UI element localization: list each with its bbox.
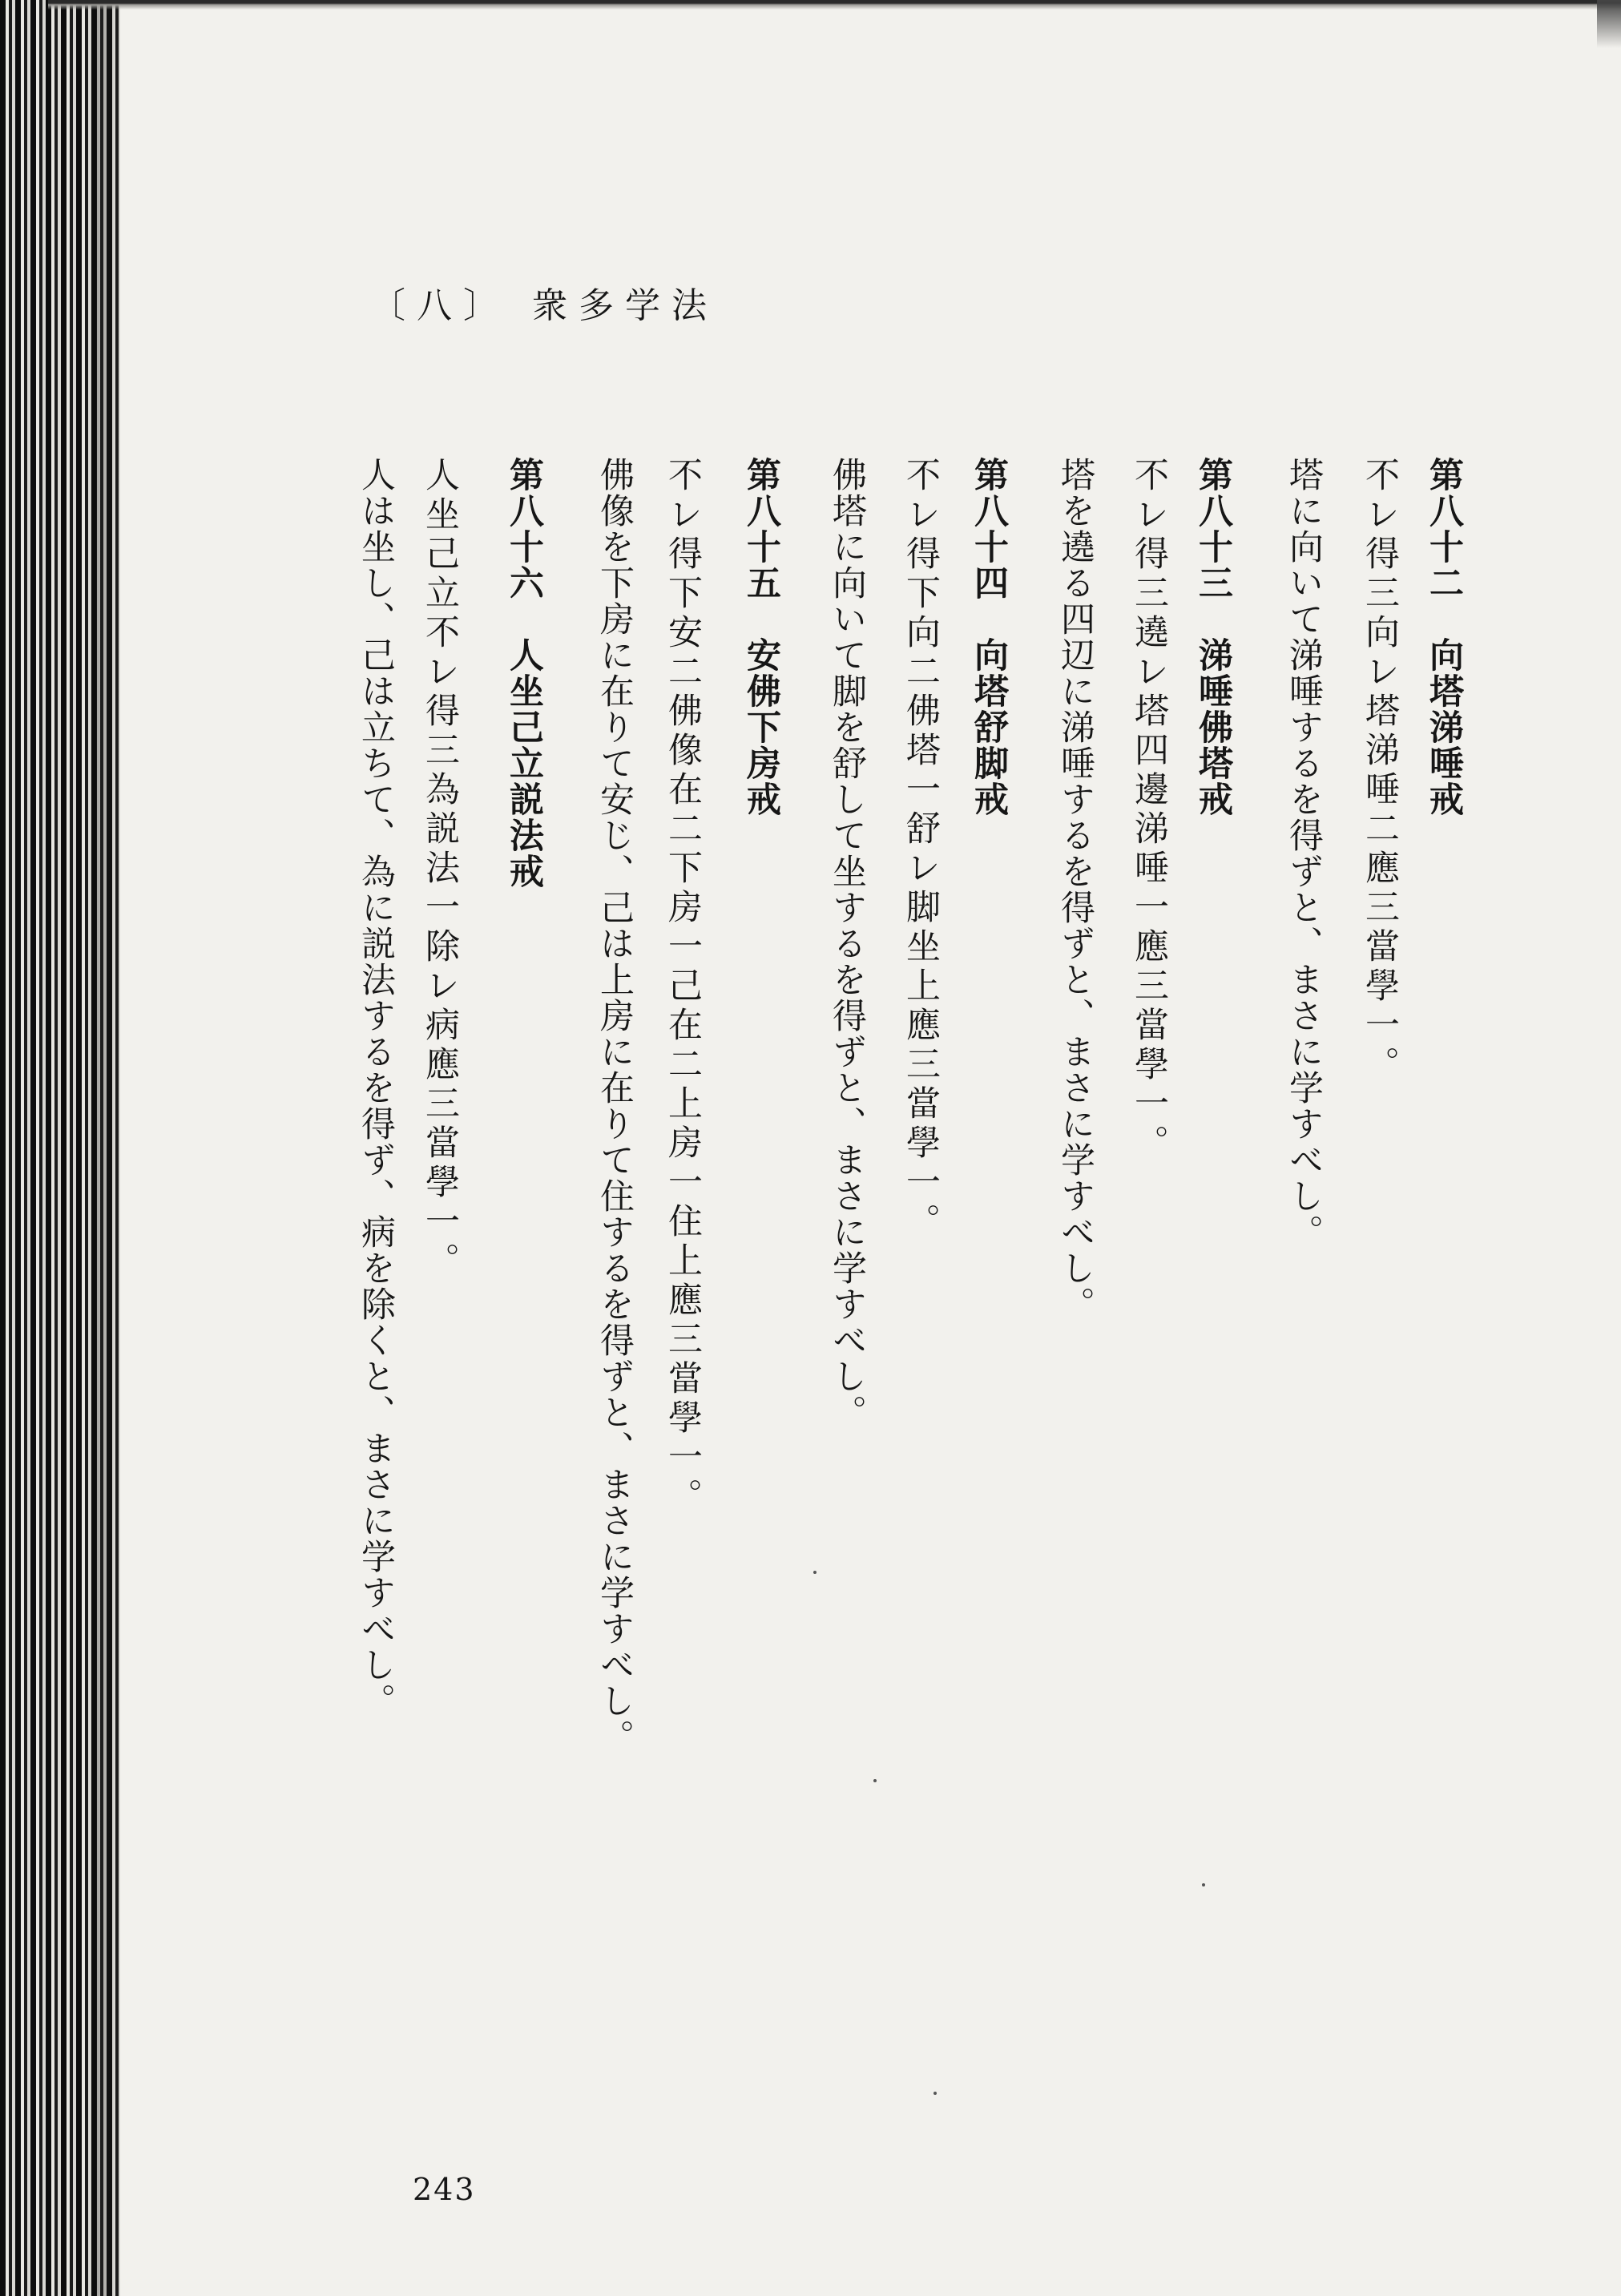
scan-speck bbox=[873, 1779, 877, 1782]
reading-text: 佛像を下房に在りて安じ、己は上房に在りて住するを得ずと、まさに学すべし。 bbox=[595, 457, 635, 1755]
scan-speck bbox=[933, 2092, 937, 2095]
kanbun-text: 不レ得下安二佛像在二下房一己在二上房一住上應三當學一。 bbox=[663, 457, 703, 1517]
page-number: 243 bbox=[413, 2172, 476, 2207]
section-heading: 第八十五 安佛下房戒 bbox=[741, 457, 781, 817]
reading-text: 人は坐し、己は立ちて、為に説法するを得ず、病を除くと、まさに学すべし。 bbox=[356, 457, 396, 1719]
section-heading: 第八十三 涕唾佛塔戒 bbox=[1193, 457, 1233, 817]
kanbun-text: 不レ得三向レ塔涕唾二應三當學一。 bbox=[1360, 457, 1400, 1085]
page-top-edge bbox=[48, 0, 1621, 10]
section-heading: 第八十六 人坐己立説法戒 bbox=[504, 457, 544, 890]
scan-speck bbox=[1202, 1883, 1205, 1886]
kanbun-text: 不レ得下向二佛塔一舒レ脚坐上應三當學一。 bbox=[901, 457, 941, 1242]
page-corner-shadow bbox=[1597, 0, 1621, 48]
reading-text: 塔に向いて涕唾するを得ずと、まさに学すべし。 bbox=[1284, 457, 1324, 1250]
section-heading: 第八十二 向塔涕唾戒 bbox=[1424, 457, 1464, 817]
kanbun-text: 人坐己立不レ得三為説法一除レ病應三當學一。 bbox=[420, 457, 460, 1281]
running-head: 〔八〕 衆多学法 bbox=[370, 285, 718, 326]
binding-gutter-shadow bbox=[96, 0, 120, 2296]
reading-text: 塔を遶る四辺に涕唾するを得ずと、まさに学すべし。 bbox=[1055, 457, 1095, 1322]
kanbun-text: 不レ得三遶レ塔四邊涕唾一應三當學一。 bbox=[1129, 457, 1169, 1164]
scan-speck bbox=[813, 1571, 817, 1574]
section-heading: 第八十四 向塔舒脚戒 bbox=[969, 457, 1009, 817]
reading-text: 佛塔に向いて脚を舒して坐するを得ずと、まさに学すべし。 bbox=[827, 457, 867, 1430]
